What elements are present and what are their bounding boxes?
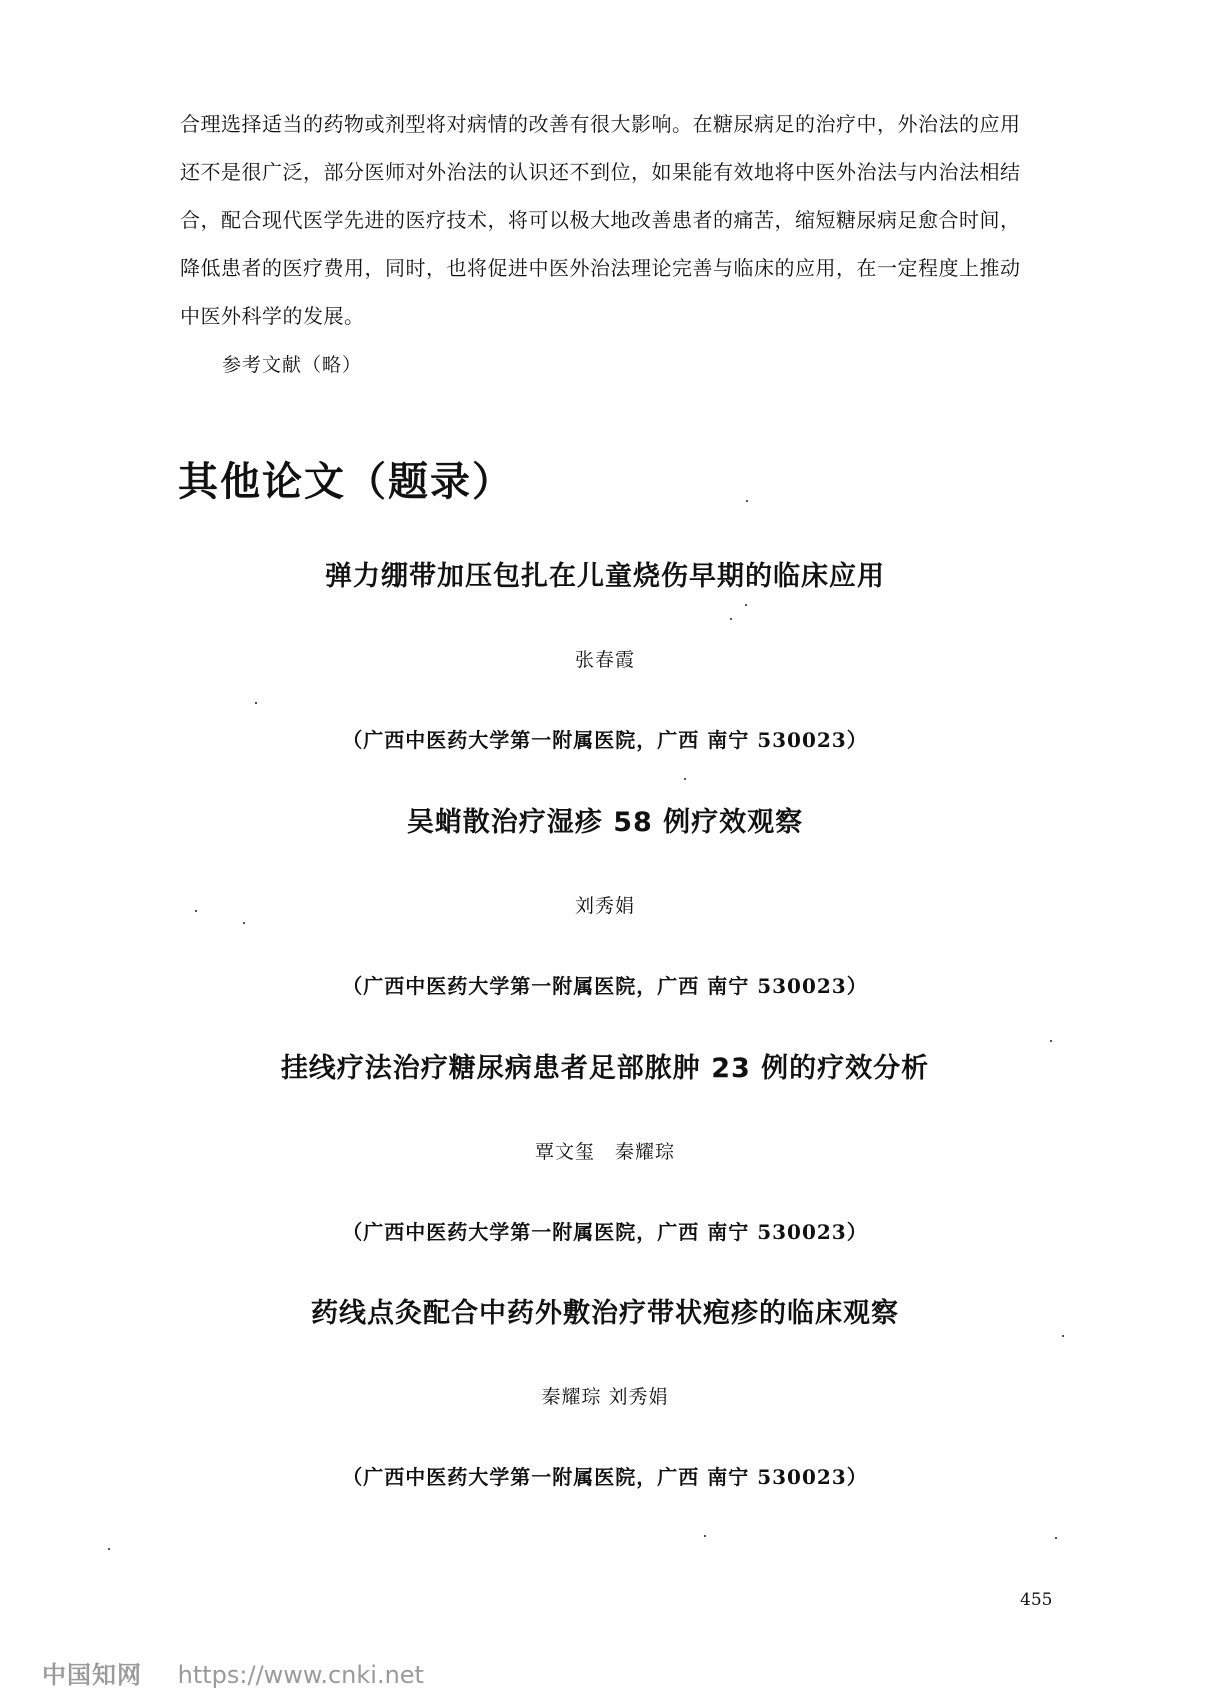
paper-affiliation: （广西中医药大学第一附属医院，广西 南宁 530023） [342, 974, 868, 998]
section-heading: 其他论文（题录） [178, 459, 514, 505]
body-line: 中医外科学的发展。 [180, 304, 365, 328]
scan-speck [730, 618, 732, 620]
paper-affiliation: （广西中医药大学第一附属医院，广西 南宁 530023） [342, 1465, 868, 1489]
watermark-url: https://www.cnki.net [177, 1661, 424, 1689]
body-line: 合理选择适当的药物或剂型将对病情的改善有很大影响。在糖尿病足的治疗中，外治法的应用 [180, 112, 1021, 136]
scan-speck [746, 500, 748, 502]
paper-authors: 秦耀琮 刘秀娟 [541, 1386, 669, 1408]
paper-authors: 覃文玺 秦耀琮 [534, 1141, 675, 1163]
page-number: 455 [1020, 1590, 1053, 1610]
cnki-watermark [42, 1655, 424, 1690]
references-note: 参考文献（略） [222, 354, 363, 376]
body-line: 降低患者的医疗费用，同时，也将促进中医外治法理论完善与临床的应用，在一定程度上推动 [180, 256, 1021, 280]
scan-speck [745, 604, 747, 606]
paper-entry [0, 803, 1210, 1001]
scan-speck [704, 1535, 706, 1537]
paper-title: 弹力绷带加压包扎在儿童烧伤早期的临床应用 [325, 561, 885, 592]
paper-affiliation: （广西中医药大学第一附属医院，广西 南宁 530023） [342, 1220, 868, 1244]
paper-authors: 刘秀娟 [574, 895, 635, 917]
paper-authors: 张春霞 [574, 649, 635, 671]
scan-speck [1055, 1537, 1057, 1539]
scan-speck [195, 910, 197, 912]
body-line: 还不是很广泛，部分医师对外治法的认识还不到位，如果能有效地将中医外治法与内治法相结 [180, 160, 1021, 184]
paper-title: 挂线疗法治疗糖尿病患者足部脓肿 23 例的疗效分析 [280, 1053, 930, 1084]
paper-entry [0, 557, 1210, 755]
scan-speck [243, 922, 245, 924]
scan-speck [108, 1548, 110, 1550]
watermark-brand: 中国知网 [42, 1661, 142, 1689]
scan-speck [255, 702, 257, 704]
scan-speck [684, 778, 686, 780]
scan-speck [1050, 1040, 1052, 1042]
paper-title: 吴蛸散治疗湿疹 58 例疗效观察 [406, 807, 804, 838]
body-paragraph [180, 100, 1060, 340]
paper-title: 药线点灸配合中药外敷治疗带状疱疹的临床观察 [311, 1298, 899, 1329]
body-line: 合，配合现代医学先进的医疗技术，将可以极大地改善患者的痛苦，缩短糖尿病足愈合时间， [180, 208, 1021, 232]
paper-affiliation: （广西中医药大学第一附属医院，广西 南宁 530023） [342, 728, 868, 752]
paper-entry [0, 1049, 1210, 1247]
paper-entry [0, 1294, 1210, 1492]
scan-speck [1062, 1335, 1064, 1337]
